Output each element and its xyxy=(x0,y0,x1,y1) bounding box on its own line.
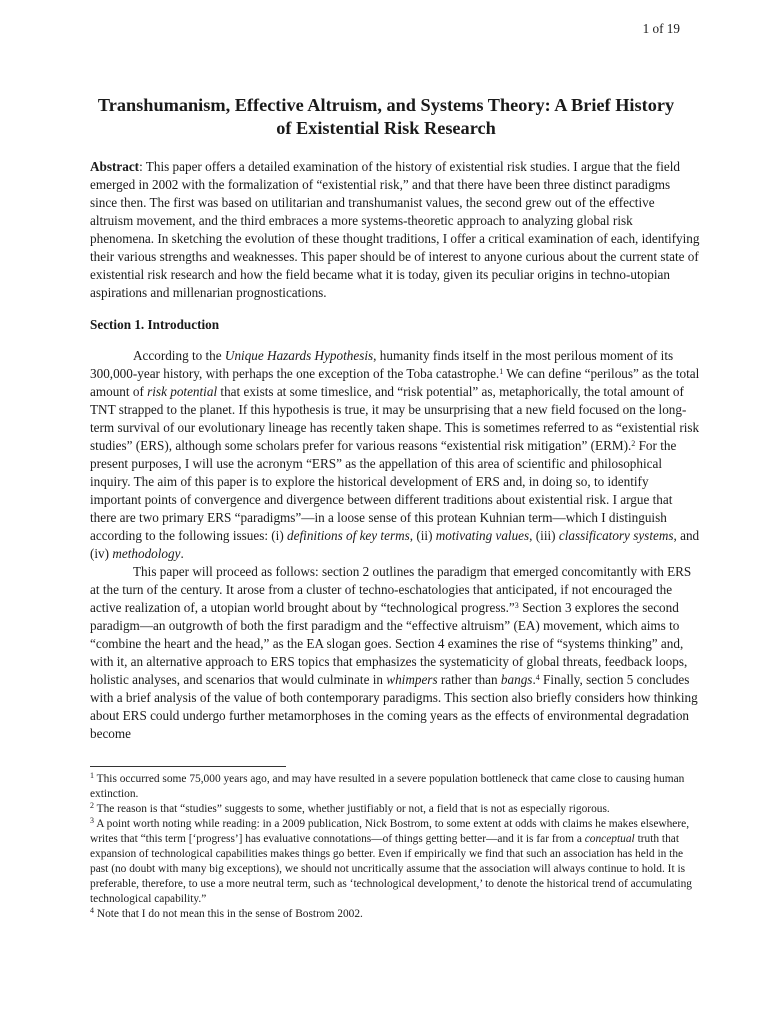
text-run: Finally, section 5 concludes with a brief analysis of the value of both contemporary paradigms. This section also briefly considers how thinking about ERS could undergo further metamorphoses in the coming years as the effects of environmental degradation become xyxy=(90,672,698,741)
italic-term: Unique Hazards Hypothesis xyxy=(224,348,374,363)
footnote-2 xyxy=(90,802,700,817)
text-run: . xyxy=(532,672,536,687)
footnote-ref[interactable]: 1 xyxy=(499,367,504,376)
footnote-number: 4 xyxy=(90,906,94,915)
footnote-text: A point worth noting while reading: in a 2009 publication, Nick Bostrom, to some extent at odds with claims he makes elsewhere, writes that “this term [‘progress’] has evaluative connotations—of things getting better—and it is far from a xyxy=(90,818,690,845)
text-run: , and (iv) xyxy=(90,528,700,561)
footnote-4 xyxy=(90,907,700,922)
text-run: We can define “perilous” as the total amount of xyxy=(90,366,700,399)
section-body xyxy=(90,347,700,743)
footnotes xyxy=(90,772,700,922)
italic-term: bangs xyxy=(500,672,533,687)
italic-term: whimpers xyxy=(386,672,438,687)
text-run: , humanity finds itself in the most perilous moment of its 300,000-year history, with perhaps the one exception of the Toba catastrophe. xyxy=(90,348,674,381)
footnote-ref[interactable]: 3 xyxy=(514,601,519,610)
footnote-text: This occurred some 75,000 years ago, and may have resulted in a severe population bottleneck that came close to causing human extinction. xyxy=(90,773,685,800)
paper-title: Transhumanism, Effective Altruism, and Systems Theory: A Brief History of Existential Risk Research xyxy=(97,95,675,138)
footnote-separator xyxy=(90,766,286,767)
text-run: , (iii) xyxy=(529,528,559,543)
text-run: This paper will proceed as follows: section 2 outlines the paradigm that emerged concomitantly with ERS at the turn of the century. It arose from a cluster of techno-eschatologies that anticipated, if not encouraged the active realization of, a utopian world brought about by “technological progress.” xyxy=(90,564,692,615)
footnote-number: 3 xyxy=(90,816,94,825)
page-number: 1 of 19 xyxy=(642,21,680,36)
text-run: . xyxy=(180,546,184,561)
italic-term: classificatory systems xyxy=(558,528,674,543)
footnote-text: Note that I do not mean this in the sense of Bostrom 2002. xyxy=(94,908,363,920)
body-paragraph-2 xyxy=(90,563,700,743)
footnote-3 xyxy=(90,817,700,907)
text-run: According to the xyxy=(133,348,225,363)
footnote-text: The reason is that “studies” suggests to some, whether justifiably or not, a field that is not as especially rigorous. xyxy=(94,803,610,815)
italic-term: motivating values xyxy=(435,528,530,543)
text-run: Section 3 explores the second paradigm—an outgrowth of both the first paradigm and the “effective altruism” (EA) movement, which aims to “combine the heart and the head,” as the EA slogan goes. Section 4 examines the rise of “systems thinking” and, with it, an alternative approach to ERS topics that emphasizes the systematicity of global threats, feedback loops, holistic analyses, and scenarios that would culminate in xyxy=(90,600,688,687)
abstract xyxy=(90,158,700,302)
abstract-text: : This paper offers a detailed examination of the history of existential risk studies. I argue that the field emerged in 2002 with the formalization of “existential risk,” and that there have been three distinct paradigms since then. The first was based on utilitarian and transhumanist values, the second grew out of the effective altruism movement, and the third embraces a more systems-theoretic approach to analyzing global risk phenomena. In sketching the evolution of these thought traditions, I offer a critical examination of each, identifying their various strengths and weaknesses. This paper should be of interest to anyone curious about the current state of existential risk research and how the field became what it is today, given its peculiar origins in techno-utopian aspirations and millenarian prognostications. xyxy=(90,159,700,300)
italic-term: methodology xyxy=(112,546,181,561)
abstract-label: Abstract xyxy=(90,159,140,174)
footnote-text: truth that expansion of technological capabilities makes things go better. Even if empirically we find that such an association has held in the past (no doubt with many big exceptions), we should not uncritically assume that the association will always continue to hold. It is preferable, therefore, to use a more neutral term, such as ‘technological development,’ to denote the historical trend of accumulating technological capability.” xyxy=(90,833,692,905)
footnote-1 xyxy=(90,772,700,802)
footnote-ref[interactable]: 4 xyxy=(535,673,540,682)
italic-term: definitions of key terms xyxy=(287,528,410,543)
text-run: that exists at some timeslice, and “risk potential” as, metaphorically, the total amount of TNT strapped to the planet. If this hypothesis is true, it may be unsurprising that a new field focused on the long-term survival of our evolutionary lineage has recently taken shape. This is sometimes referred to as “existential risk studies” (ERS), although some scholars prefer for various reasons “existential risk mitigation” (ERM). xyxy=(90,384,700,453)
text-run: For the present purposes, I will use the acronym “ERS” as the appellation of this area of scientific and philosophical inquiry. The aim of this paper is to explore the historical development of ERS and, in doing so, to identify important points of convergence and divergence between different traditions about existential risk. I argue that there are two primary ERS “paradigms”—in a loose sense of this protean Kuhnian term—which I distinguish according to the following issues: (i) xyxy=(90,438,677,543)
text-run: , (ii) xyxy=(409,528,436,543)
footnote-ref[interactable]: 2 xyxy=(631,439,636,448)
body-paragraph-1 xyxy=(90,347,700,563)
footnote-number: 2 xyxy=(90,801,94,810)
italic-term: risk potential xyxy=(147,384,218,399)
text-run: rather than xyxy=(437,672,501,687)
footnote-number: 1 xyxy=(90,771,94,780)
section-heading: Section 1. Introduction xyxy=(90,317,220,332)
italic-term: conceptual xyxy=(584,833,635,845)
